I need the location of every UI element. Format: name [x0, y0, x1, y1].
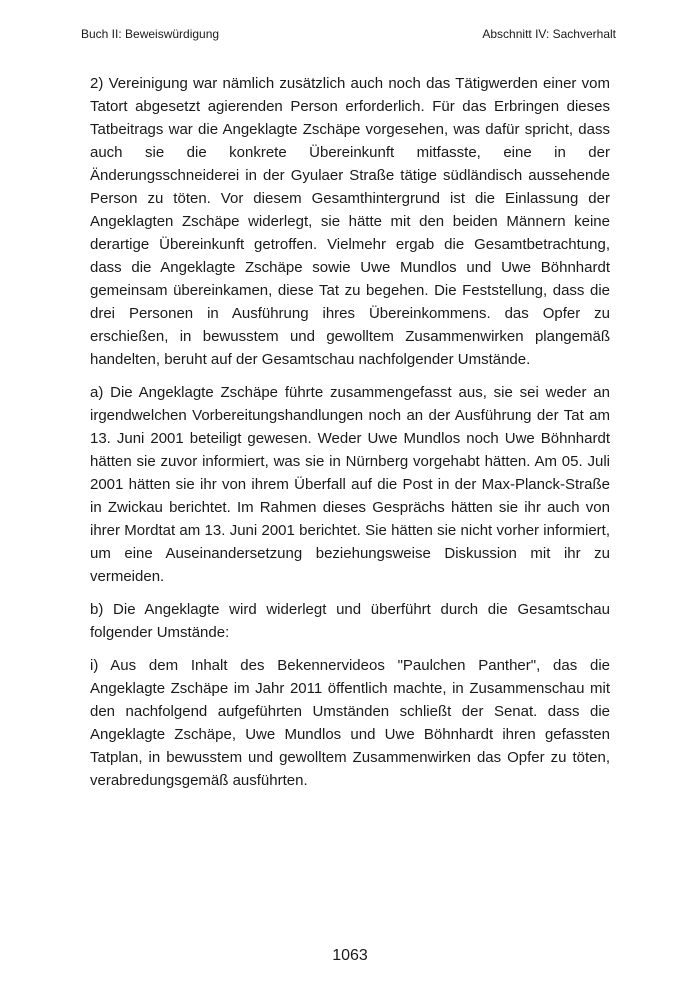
paragraph-2: 2) Vereinigung war nämlich zusätzlich auch noch das Tätigwerden einer vom Tatort abgesetzt agierenden Person erforderlich. Für das Erbringen dieses Tatbeitrags war die Angeklagte Zschäpe vorgesehen, was dafür spricht, dass auch sie die konkrete Übereinkunft mitfasste, eine in der Änderungsschneiderei in der Gyulaer Straße tätige südländisch aussehende Person zu töten. Vor diesem Gesamthintergrund ist die Einlassung der Angeklagten Zschäpe widerlegt, sie hätte mit den beiden Männern keine derartige Übereinkunft getroffen. Vielmehr ergab die Gesamtbetrachtung, dass die Angeklagte Zschäpe sowie Uwe Mundlos und Uwe Böhnhardt gemeinsam übereinkamen, diese Tat zu begehen. Die Feststellung, dass die drei Personen in Ausführung ihres Übereinkommens. das Opfer zu erschießen, in bewusstem und gewolltem Zusammenwirken plangemäß handelten, beruht auf der Gesamtschau nachfolgender Umstände. — [90, 75, 610, 368]
header-section-title: Abschnitt IV: Sachverhalt — [482, 27, 616, 41]
paragraph-b: b) Die Angeklagte wird widerlegt und überführt durch die Gesamtschau folgender Umstände: — [90, 601, 610, 641]
document-body — [90, 72, 610, 802]
page-number: 1063 — [332, 947, 368, 964]
header-book-title: Buch II: Beweiswürdigung — [81, 27, 220, 41]
paragraph-i: i) Aus dem Inhalt des Bekennervideos "Paulchen Panther", das die Angeklagte Zschäpe im Jahr 2011 öffentlich machte, in Zusammenschau mit den nachfolgend aufgeführten Umständen schließt der Senat. dass die Angeklagte Zschäpe, Uwe Mundlos und Uwe Böhnhardt ihren gefassten Tatplan, in bewusstem und gewolltem Zusammenwirken das Opfer zu töten, verabredungsgemäß ausführten. — [90, 657, 610, 789]
paragraph-a: a) Die Angeklagte Zschäpe führte zusammengefasst aus, sie sei weder an irgendwelchen Vorbereitungshandlungen noch an der Ausführung der Tat am 13. Juni 2001 beteiligt gewesen. Weder Uwe Mundlos noch Uwe Böhnhardt hätten sie zuvor informiert, was sie in Nürnberg vorgehabt hätten. Am 05. Juli 2001 hätten sie ihr von ihrem Überfall auf die Post in der Max-Planck-Straße in Zwickau berichtet. Im Rahmen dieses Gesprächs hätten sie ihr auch von ihrer Mordtat am 13. Juni 2001 berichtet. Sie hätten sie nicht vorher informiert, um eine Auseinandersetzung beziehungsweise Diskussion mit ihr zu vermeiden. — [90, 384, 610, 585]
running-header — [81, 25, 616, 43]
